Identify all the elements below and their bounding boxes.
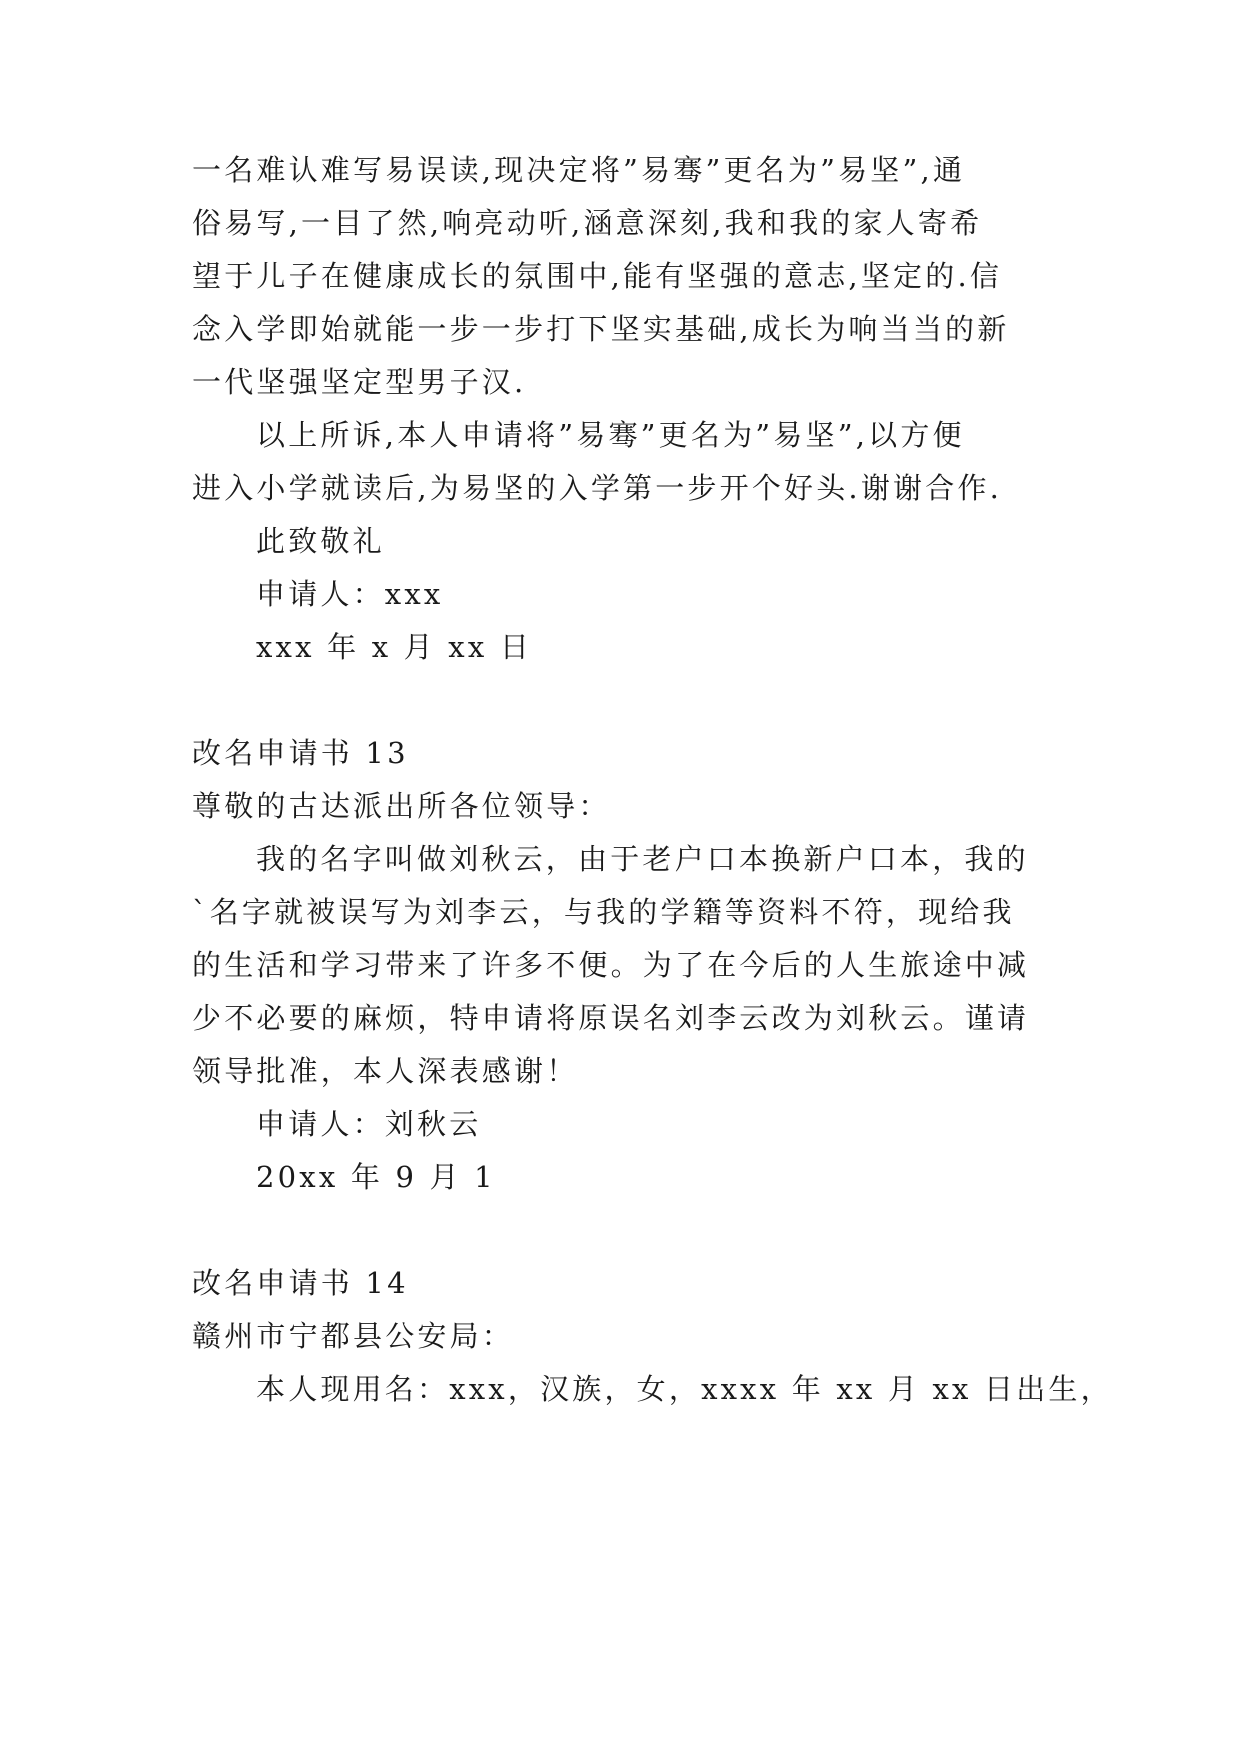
body-line: 少不必要的麻烦，特申请将原误名刘李云改为刘秋云。谨请: [192, 1001, 1030, 1035]
body-line: 我的名字叫做刘秋云，由于老户口本换新户口本，我的: [256, 842, 1029, 876]
body-line: 领导批准，本人深表感谢！: [192, 1054, 579, 1088]
date-line: xxx 年 x 月 xx 日: [256, 630, 533, 664]
body-line: 一代坚强坚定型男子汉.: [192, 365, 527, 399]
salutation: 尊敬的古达派出所各位领导：: [192, 789, 611, 823]
body-line: 进入小学就读后,为易坚的入学第一步开个好头.谢谢合作.: [192, 471, 1003, 505]
body-line: 以上所诉,本人申请将”易骞”更名为”易坚”,以方便: [256, 418, 965, 452]
applicant-line: 申请人：刘秋云: [256, 1107, 482, 1141]
body-line: 俗易写,一目了然,响亮动听,涵意深刻,我和我的家人寄希: [192, 206, 983, 240]
body-line: 本人现用名：xxx，汉族，女，xxxx 年 xx 月 xx 日出生，: [256, 1372, 1113, 1406]
body-line: `名字就被误写为刘李云，与我的学籍等资料不符，现给我: [192, 895, 1015, 929]
applicant-line: 申请人：xxx: [256, 577, 444, 611]
section-title: 改名申请书 14: [192, 1266, 409, 1300]
body-line: 的生活和学习带来了许多不便。为了在今后的人生旅途中减: [192, 948, 1030, 982]
body-line: 一名难认难写易误读,现决定将”易骞”更名为”易坚”,通: [192, 153, 966, 187]
body-line: 望于儿子在健康成长的氛围中,能有坚强的意志,坚定的.信: [192, 259, 1003, 293]
closing-line: 此致敬礼: [256, 524, 385, 558]
salutation: 赣州市宁都县公安局：: [192, 1319, 515, 1353]
section-title: 改名申请书 13: [192, 736, 409, 770]
body-line: 念入学即始就能一步一步打下坚实基础,成长为响当当的新: [192, 312, 1010, 346]
date-line: 20xx 年 9 月 1: [256, 1160, 496, 1194]
